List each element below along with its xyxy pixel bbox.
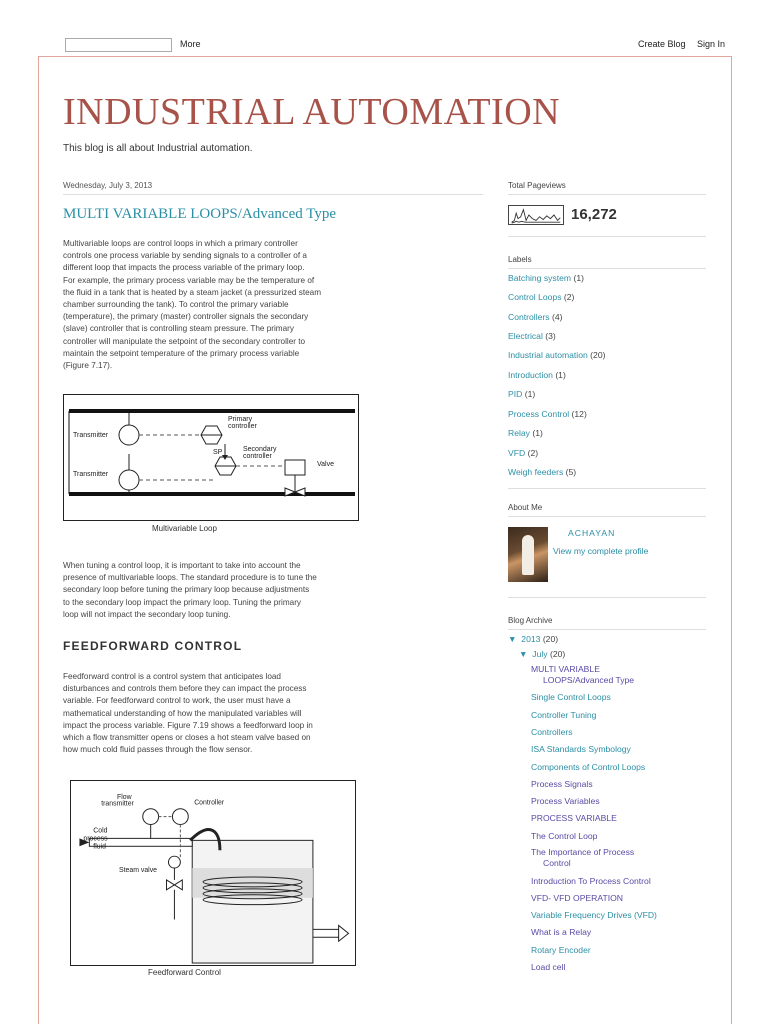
steam-valve-label: Steam valve (119, 867, 158, 875)
label-count: (12) (571, 409, 587, 419)
blog-description: This blog is all about Industrial automation. (63, 143, 253, 154)
label-link[interactable]: PID (508, 389, 523, 399)
feedforward-control-diagram[interactable] (70, 780, 356, 966)
post-paragraph-2: When tuning a control loop, it is important to take into account the presence of multivariable loops. The standard procedure is to tune the secondary loop before tuning the primary loop because adjustments to the secondary loop impact the primary loop. Tuning the primary loop will not impact the secondary loop tuning. (63, 561, 317, 619)
divider (508, 194, 706, 195)
blogger-navbar (0, 0, 768, 56)
archive-year[interactable]: ▼ 2013 (20) (508, 634, 559, 644)
archive-post-link[interactable]: ISA Standards Symbology (531, 744, 631, 754)
post-title[interactable]: MULTI VARIABLE LOOPS/Advanced Type (63, 206, 336, 222)
divider (508, 236, 706, 237)
multivariable-loop-diagram[interactable] (63, 394, 359, 521)
label-count: (3) (545, 331, 556, 341)
archive-post-link[interactable]: Load cell (531, 962, 566, 972)
pageviews-count: 16,272 (571, 206, 617, 223)
archive-post-link[interactable]: PROCESS VARIABLE (531, 813, 617, 823)
valve-label: Valve (317, 461, 334, 468)
label-link[interactable]: Batching system (508, 273, 572, 283)
label-count: (1) (573, 273, 584, 283)
archive-post-link[interactable]: VFD- VFD OPERATION (531, 893, 623, 903)
label-link[interactable]: Controllers (508, 312, 550, 322)
archive-post-link[interactable]: Introduction To Process Control (531, 876, 651, 886)
label-count: (4) (551, 312, 563, 322)
label-link[interactable]: Industrial automation (508, 350, 588, 360)
navbar-search-input[interactable] (65, 38, 172, 52)
controller-label: Controller (194, 799, 225, 807)
label-item[interactable] (508, 312, 562, 322)
pageviews-heading: Total Pageviews (508, 181, 566, 190)
archive-post-link[interactable]: Rotary Encoder (531, 945, 591, 955)
cold-label-1: Cold (93, 827, 108, 835)
label-item[interactable] (508, 292, 574, 302)
archive-month[interactable]: ▼ July (20) (519, 649, 566, 659)
transmitter-bottom-label: Transmitter (73, 471, 109, 478)
label-count: (2) (563, 292, 575, 302)
label-link[interactable]: Relay (508, 428, 530, 438)
label-count: (1) (532, 428, 543, 438)
label-count: (2) (527, 448, 539, 458)
label-link[interactable]: Weigh feeders (508, 467, 564, 477)
sp-label: SP (213, 449, 223, 456)
post-paragraph-1: Multivariable loops are control loops in which a primary controller controls one process variable by sending signals to a controller of a different loop that impacts the process variable of the primary loop. For example, the primary process variable may be the temperature of the fluid in a tank that is heated by a steam jacket (a pressurized steam chamber surrounding the tank). To control the primary variable (temperature), the primary (master) controller signals the secondary (slave) controller that is controlling steam pressure. The primary controller will manipulate the setpoint of the secondary controller to maintain the setpoint temperature of the primary process variable (Figure 7.17). (63, 239, 322, 371)
label-item[interactable] (508, 467, 576, 477)
label-link[interactable]: VFD (508, 448, 526, 458)
archive-post-link[interactable]: Variable Frequency Drives (VFD) (531, 910, 657, 920)
label-item[interactable] (508, 409, 587, 419)
label-link[interactable]: Introduction (508, 370, 553, 380)
primary-label-1: Primary (228, 416, 253, 423)
more-link[interactable]: More (180, 39, 201, 49)
cold-label-2: process (83, 835, 108, 843)
create-blog-link[interactable]: Create Blog (638, 39, 686, 49)
figure-1-caption: Multivariable Loop (152, 524, 217, 533)
archive-post-link[interactable]: Controllers (531, 727, 573, 737)
archive-post-link[interactable]: MULTI VARIABLE LOOPS/Advanced Type (531, 664, 635, 685)
divider (508, 488, 706, 489)
label-item[interactable] (508, 428, 543, 438)
primary-label-2: controller (228, 423, 257, 430)
triangle-down-icon[interactable]: ▼ (519, 649, 528, 659)
figure-2-caption: Feedforward Control (148, 968, 221, 977)
archive-post-link[interactable]: Single Control Loops (531, 692, 611, 702)
divider (508, 597, 706, 598)
archive-post-link[interactable]: Process Signals (531, 779, 593, 789)
triangle-down-icon[interactable]: ▼ (508, 634, 517, 644)
label-count: (20) (590, 350, 606, 360)
divider (508, 516, 706, 517)
archive-heading: Blog Archive (508, 616, 553, 625)
secondary-label-1: Secondary (243, 446, 277, 453)
label-link[interactable]: Control Loops (508, 292, 562, 302)
author-name-link[interactable]: ACHAYAN (568, 528, 616, 538)
label-item[interactable] (508, 389, 535, 399)
label-item[interactable] (508, 350, 605, 360)
label-item[interactable] (508, 273, 584, 283)
section-heading-feedforward: FEEDFORWARD CONTROL (63, 639, 243, 653)
avatar[interactable] (508, 527, 548, 582)
cold-label-3: fluid (93, 843, 106, 851)
post-paragraph-3: Feedforward control is a control system that anticipates load disturbances and controls them before they can impact the process variable. For feedforward control to work, the user must have a mathematical understanding of how the manipulated variables will impact the process variable. Figure 7.19 shows a feedforward loop in which a flow transmitter opens or closes a hot steam valve based on how much cold fluid passes through the flow sensor. (63, 672, 313, 755)
label-count: (1) (524, 389, 536, 399)
flow-label-1: Flow (117, 793, 132, 801)
divider (508, 268, 706, 269)
label-count: (1) (555, 370, 566, 380)
post-date: Wednesday, July 3, 2013 (63, 181, 153, 190)
label-link[interactable]: Electrical (508, 331, 543, 341)
divider (508, 629, 706, 630)
label-item[interactable] (508, 331, 556, 341)
label-item[interactable] (508, 370, 566, 380)
sign-in-link[interactable]: Sign In (697, 39, 726, 49)
archive-post-link[interactable]: Components of Control Loops (531, 762, 646, 772)
label-link[interactable]: Process Control (508, 409, 570, 419)
archive-post-link[interactable]: What is a Relay (531, 927, 592, 937)
archive-post-link[interactable]: Process Variables (531, 796, 600, 806)
about-heading: About Me (508, 503, 543, 512)
transmitter-top-label: Transmitter (73, 432, 109, 439)
blog-title[interactable]: INDUSTRIAL AUTOMATION (63, 91, 561, 133)
archive-post-link[interactable]: The Importance of Process Control (531, 847, 635, 868)
flow-label-2: transmitter (101, 800, 134, 808)
archive-post-link[interactable]: Controller Tuning (531, 710, 597, 720)
label-count: (5) (565, 467, 577, 477)
archive-post-link[interactable]: The Control Loop (531, 831, 598, 841)
divider (63, 194, 483, 195)
labels-heading: Labels (508, 255, 532, 264)
label-item[interactable] (508, 448, 538, 458)
secondary-label-2: controller (243, 453, 272, 460)
view-profile-link[interactable]: View my complete profile (553, 546, 649, 556)
pageviews-sparkline (508, 205, 564, 225)
